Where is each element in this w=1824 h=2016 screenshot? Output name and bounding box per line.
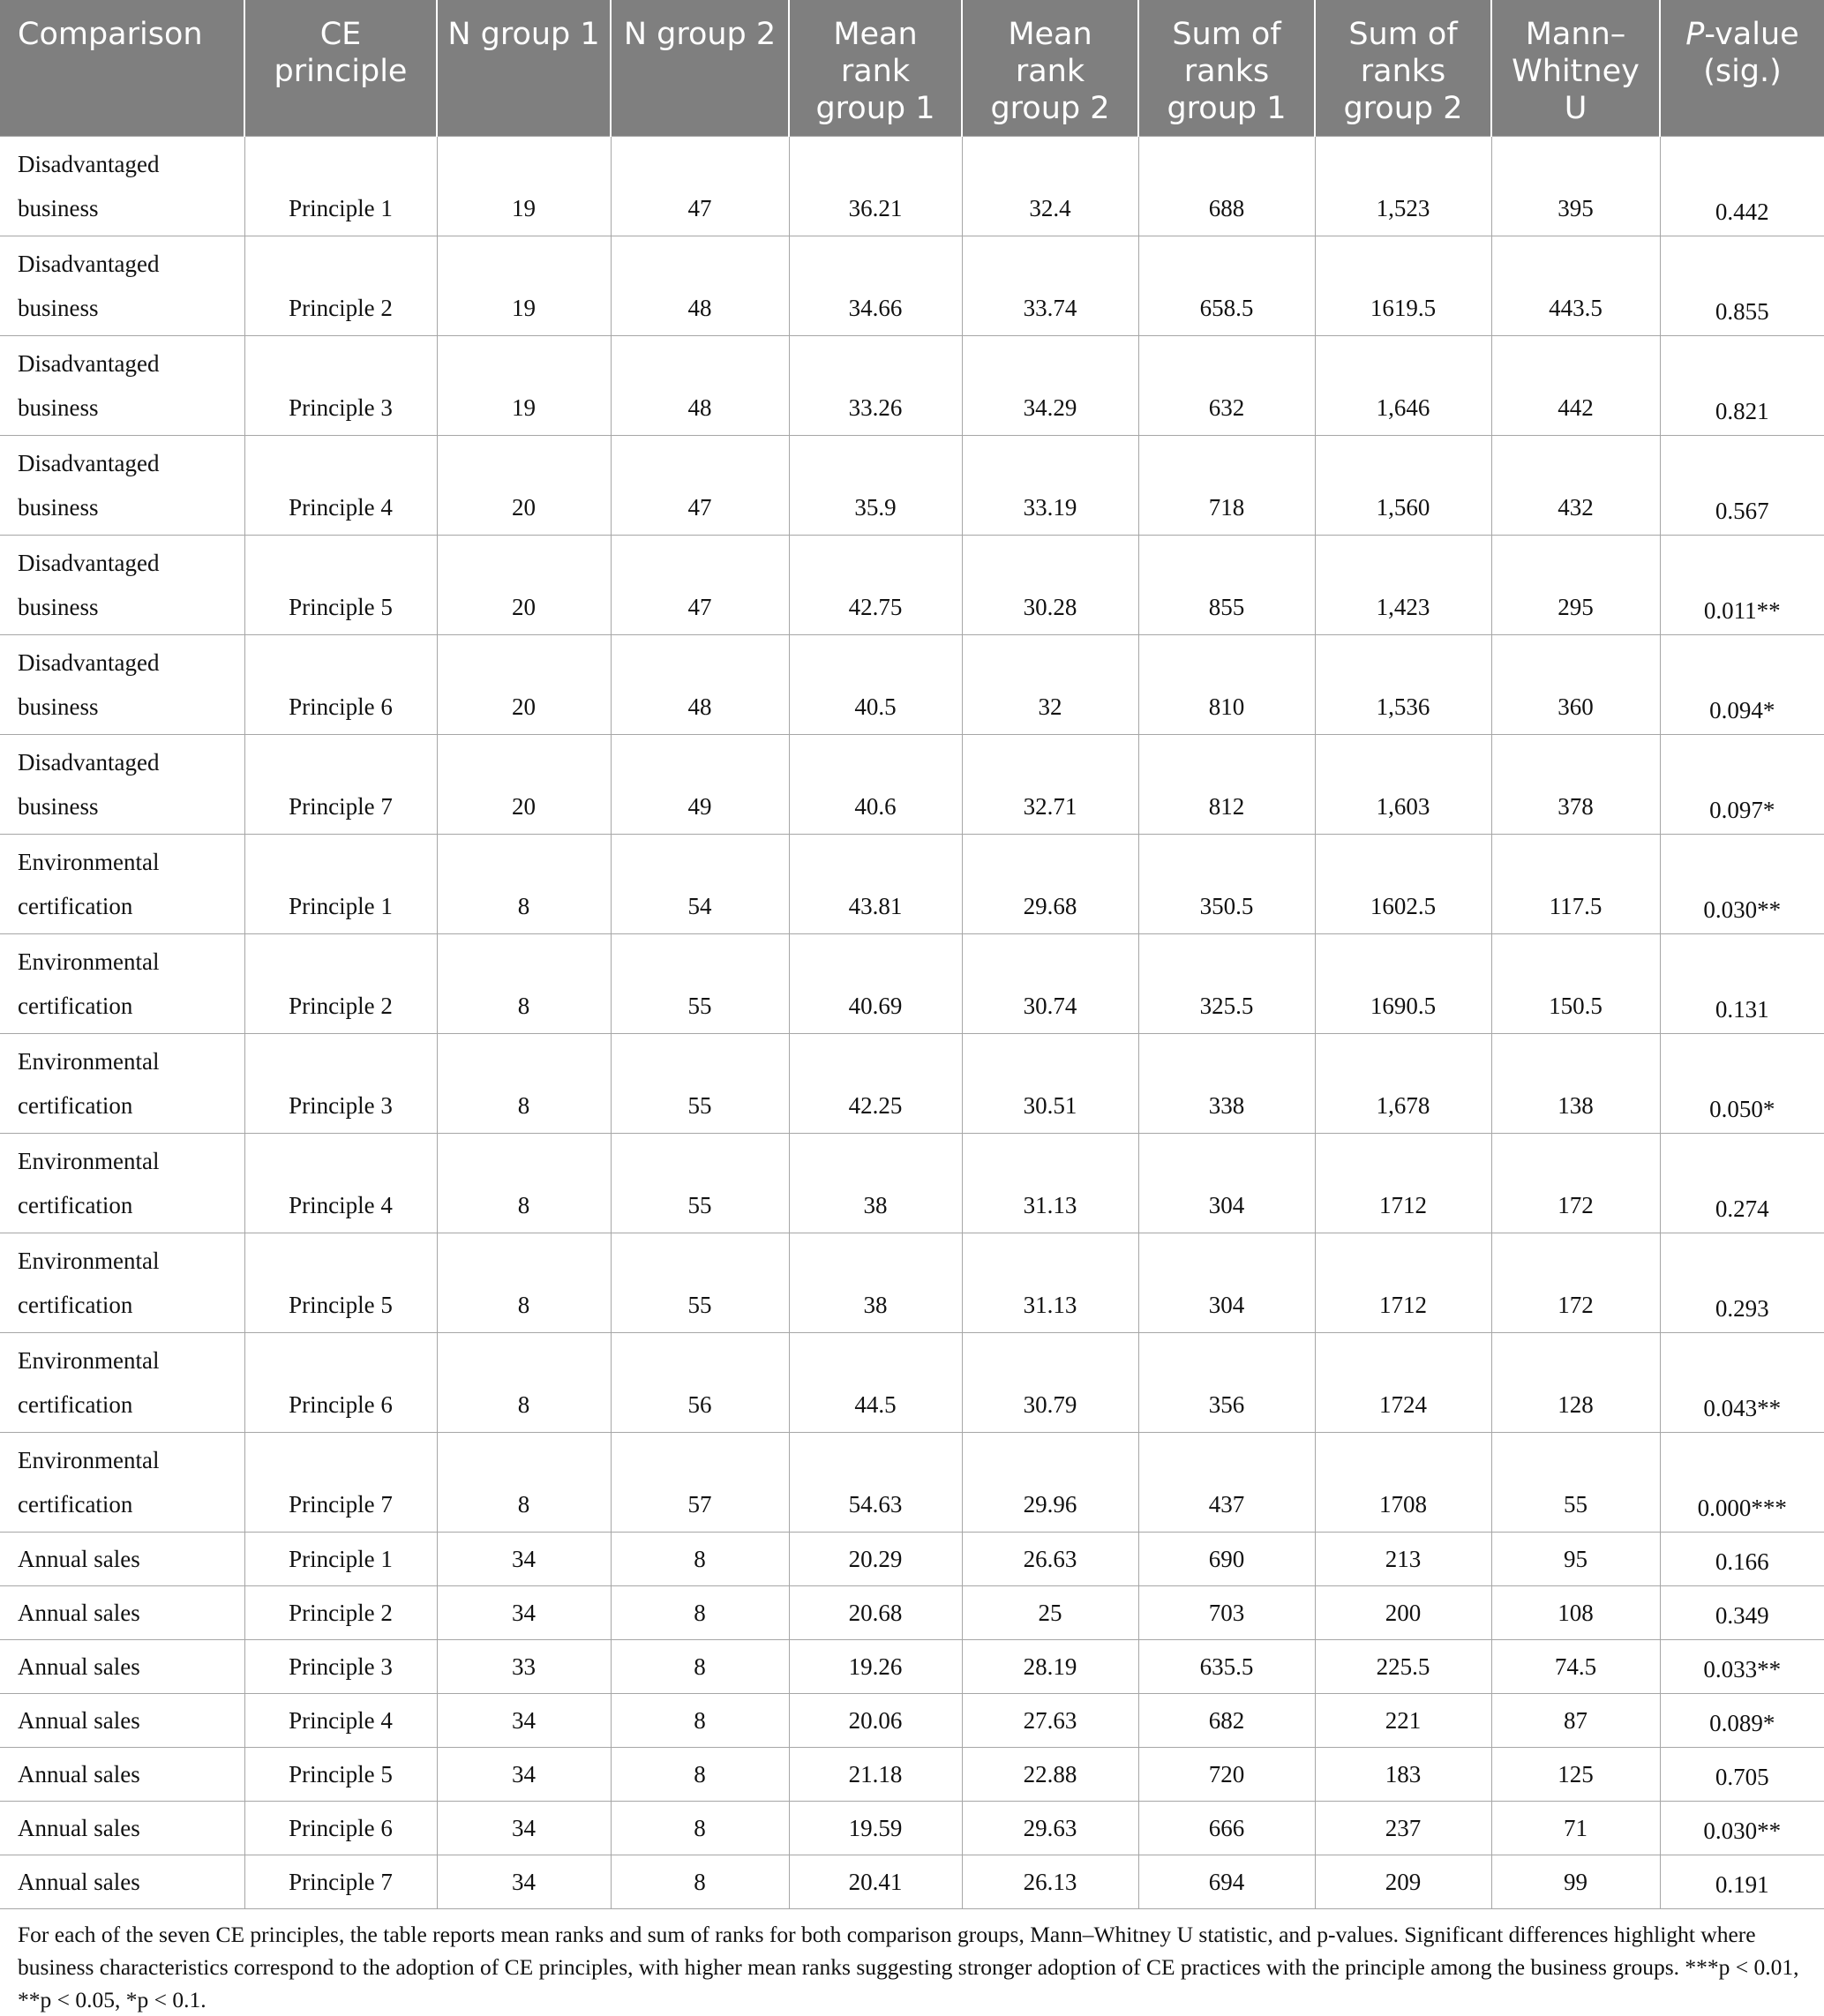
mann-whitney-u-cell: 443.5 [1491,236,1660,336]
n-group-1-cell: 20 [437,436,611,536]
mann-whitney-u-cell: 360 [1491,635,1660,735]
sum-of-ranks-group-2-cell: 1,536 [1315,635,1491,735]
p-value-cell: 0.705 [1660,1748,1824,1802]
p-value-cell: 0.293 [1660,1233,1824,1333]
n-group-1-cell: 19 [437,137,611,236]
p-value-cell: 0.131 [1660,934,1824,1034]
principle-cell: Principle 1 [244,137,437,236]
mann-whitney-u-cell: 128 [1491,1333,1660,1433]
comparison-line: Environmental [18,1148,160,1174]
table-row [0,336,1824,436]
table-row [0,934,1824,1034]
sum-of-ranks-group-1-cell: 720 [1138,1748,1315,1802]
table-row [0,1333,1824,1433]
sum-of-ranks-group-2-cell: 1724 [1315,1333,1491,1433]
header-mann-whitney-u: Mann–Whitney U [1491,0,1660,137]
sum-of-ranks-group-1-cell: 635.5 [1138,1640,1315,1694]
comparison-cell [0,635,244,735]
sum-of-ranks-group-2-cell: 1,603 [1315,735,1491,835]
p-value-cell: 0.043** [1660,1333,1824,1433]
n-group-1-cell: 8 [437,1233,611,1333]
table-row [0,536,1824,635]
n-group-1-cell: 34 [437,1802,611,1855]
comparison-cell: Annual sales [0,1694,244,1748]
mean-rank-group-1-cell: 44.5 [789,1333,962,1433]
p-value-cell: 0.033** [1660,1640,1824,1694]
mean-rank-group-1-cell: 42.75 [789,536,962,635]
table-row [0,436,1824,536]
mean-rank-group-2-cell: 26.63 [962,1533,1138,1586]
n-group-1-cell: 34 [437,1694,611,1748]
table-body [0,137,1824,1909]
sum-of-ranks-group-2-cell: 1708 [1315,1433,1491,1533]
sum-of-ranks-group-1-cell: 810 [1138,635,1315,735]
comparison-line: Disadvantaged [18,251,160,277]
table-footnote: For each of the seven CE principles, the table reports mean ranks and sum of ranks for both comparison groups, Mann–Whitney U statistic, and p-values. Significant differences highlight where business characteristics correspond to the adoption of CE principles, with higher mean ranks suggesting stronger adoption of CE practices with the principle among the business groups. ***p < 0.01, **p < 0.05, *p < 0.1. [18,1922,1799,2012]
n-group-1-cell: 34 [437,1855,611,1909]
principle-cell: Principle 1 [244,835,437,934]
p-value-cell: 0.274 [1660,1134,1824,1233]
principle-cell: Principle 2 [244,934,437,1034]
p-value-cell: 0.030** [1660,1802,1824,1855]
sum-of-ranks-group-1-cell: 632 [1138,336,1315,436]
comparison-line: Environmental [18,948,160,975]
mean-rank-group-2-cell: 30.74 [962,934,1138,1034]
mann-whitney-u-cell: 108 [1491,1586,1660,1640]
comparison-cell: Annual sales [0,1855,244,1909]
mean-rank-group-2-cell: 32 [962,635,1138,735]
sum-of-ranks-group-1-cell: 703 [1138,1586,1315,1640]
principle-cell: Principle 2 [244,236,437,336]
table-row [0,236,1824,336]
table-row [0,835,1824,934]
n-group-2-cell: 8 [611,1802,789,1855]
comparison-cell [0,1433,244,1533]
comparison-cell [0,436,244,536]
comparison-line: certification [18,1192,133,1218]
table-row [0,1233,1824,1333]
comparison-cell [0,236,244,336]
n-group-2-cell: 55 [611,1134,789,1233]
table-row [0,1802,1824,1855]
n-group-1-cell: 19 [437,336,611,436]
mann-whitney-u-cell: 87 [1491,1694,1660,1748]
n-group-2-cell: 48 [611,236,789,336]
n-group-2-cell: 55 [611,1233,789,1333]
comparison-line: Disadvantaged [18,749,160,776]
comparison-cell: Annual sales [0,1533,244,1586]
comparison-line: Environmental [18,1347,160,1374]
n-group-2-cell: 47 [611,436,789,536]
header-n-group-2: N group 2 [611,0,789,137]
mean-rank-group-1-cell: 20.29 [789,1533,962,1586]
mean-rank-group-2-cell: 31.13 [962,1134,1138,1233]
header-p-italic: P [1685,17,1705,52]
mann-whitney-u-cell: 150.5 [1491,934,1660,1034]
mean-rank-group-1-cell: 40.69 [789,934,962,1034]
mean-rank-group-1-cell: 19.26 [789,1640,962,1694]
comparison-line: certification [18,1292,133,1318]
comparison-line: certification [18,1391,133,1418]
mann-whitney-u-cell: 125 [1491,1748,1660,1802]
sum-of-ranks-group-2-cell: 183 [1315,1748,1491,1802]
sum-of-ranks-group-1-cell: 682 [1138,1694,1315,1748]
p-value-cell: 0.011** [1660,536,1824,635]
comparison-line: certification [18,1491,133,1518]
mann-whitney-u-cell: 74.5 [1491,1640,1660,1694]
table-row [0,1586,1824,1640]
p-value-cell: 0.349 [1660,1586,1824,1640]
principle-cell: Principle 3 [244,1034,437,1134]
mann-whitney-u-cell: 432 [1491,436,1660,536]
comparison-line: Disadvantaged [18,649,160,676]
mean-rank-group-1-cell: 36.21 [789,137,962,236]
n-group-1-cell: 33 [437,1640,611,1694]
n-group-2-cell: 55 [611,1034,789,1134]
principle-cell: Principle 7 [244,1855,437,1909]
sum-of-ranks-group-2-cell: 1,523 [1315,137,1491,236]
mean-rank-group-2-cell: 34.29 [962,336,1138,436]
sum-of-ranks-group-2-cell: 1,646 [1315,336,1491,436]
sum-of-ranks-group-2-cell: 1,678 [1315,1034,1491,1134]
comparison-line: certification [18,1092,133,1119]
principle-cell: Principle 4 [244,436,437,536]
sum-of-ranks-group-2-cell: 1712 [1315,1134,1491,1233]
comparison-cell: Annual sales [0,1802,244,1855]
p-value-cell: 0.050* [1660,1034,1824,1134]
p-value-cell: 0.000*** [1660,1433,1824,1533]
sum-of-ranks-group-1-cell: 855 [1138,536,1315,635]
n-group-2-cell: 8 [611,1855,789,1909]
sum-of-ranks-group-1-cell: 690 [1138,1533,1315,1586]
table-row [0,1640,1824,1694]
mean-rank-group-2-cell: 22.88 [962,1748,1138,1802]
sum-of-ranks-group-2-cell: 1712 [1315,1233,1491,1333]
n-group-1-cell: 34 [437,1748,611,1802]
mean-rank-group-1-cell: 20.41 [789,1855,962,1909]
mann-whitney-u-cell: 172 [1491,1233,1660,1333]
mann-whitney-u-cell: 442 [1491,336,1660,436]
n-group-1-cell: 8 [437,934,611,1034]
table-row [0,1034,1824,1134]
header-n-group-1: N group 1 [437,0,611,137]
table-row [0,1433,1824,1533]
n-group-2-cell: 54 [611,835,789,934]
comparison-line: Environmental [18,1248,160,1274]
mann-whitney-u-cell: 55 [1491,1433,1660,1533]
n-group-2-cell: 8 [611,1640,789,1694]
comparison-line: certification [18,893,133,919]
mean-rank-group-1-cell: 35.9 [789,436,962,536]
mean-rank-group-1-cell: 21.18 [789,1748,962,1802]
mean-rank-group-1-cell: 20.68 [789,1586,962,1640]
sum-of-ranks-group-1-cell: 325.5 [1138,934,1315,1034]
mean-rank-group-2-cell: 32.71 [962,735,1138,835]
n-group-2-cell: 8 [611,1748,789,1802]
sum-of-ranks-group-2-cell: 225.5 [1315,1640,1491,1694]
comparison-line: business [18,494,99,521]
principle-cell: Principle 1 [244,1533,437,1586]
table-row [0,635,1824,735]
principle-cell: Principle 3 [244,336,437,436]
comparison-line: business [18,295,99,321]
mean-rank-group-2-cell: 30.51 [962,1034,1138,1134]
comparison-cell [0,1333,244,1433]
p-value-cell: 0.821 [1660,336,1824,436]
mean-rank-group-2-cell: 29.63 [962,1802,1138,1855]
principle-cell: Principle 5 [244,1233,437,1333]
mann-whitney-u-cell: 71 [1491,1802,1660,1855]
comparison-line: Disadvantaged [18,450,160,476]
n-group-2-cell: 8 [611,1586,789,1640]
p-value-cell: 0.855 [1660,236,1824,336]
header-comparison: Comparison [0,0,244,137]
comparison-line: Environmental [18,849,160,875]
comparison-cell [0,336,244,436]
principle-cell: Principle 6 [244,1802,437,1855]
n-group-2-cell: 56 [611,1333,789,1433]
sum-of-ranks-group-1-cell: 688 [1138,137,1315,236]
sum-of-ranks-group-2-cell: 237 [1315,1802,1491,1855]
sum-of-ranks-group-1-cell: 437 [1138,1433,1315,1533]
mean-rank-group-2-cell: 25 [962,1586,1138,1640]
sum-of-ranks-group-2-cell: 1,560 [1315,436,1491,536]
sum-of-ranks-group-2-cell: 1,423 [1315,536,1491,635]
n-group-1-cell: 19 [437,236,611,336]
mean-rank-group-1-cell: 34.66 [789,236,962,336]
sum-of-ranks-group-1-cell: 718 [1138,436,1315,536]
n-group-2-cell: 8 [611,1533,789,1586]
mean-rank-group-2-cell: 31.13 [962,1233,1138,1333]
mann-whitney-u-cell: 95 [1491,1533,1660,1586]
comparison-cell [0,934,244,1034]
mean-rank-group-2-cell: 33.74 [962,236,1138,336]
comparison-cell [0,1134,244,1233]
sum-of-ranks-group-1-cell: 304 [1138,1233,1315,1333]
mean-rank-group-2-cell: 26.13 [962,1855,1138,1909]
n-group-1-cell: 8 [437,1433,611,1533]
n-group-2-cell: 49 [611,735,789,835]
comparison-line: certification [18,993,133,1019]
mann-whitney-u-cell: 138 [1491,1034,1660,1134]
header-row [0,0,1824,137]
mean-rank-group-1-cell: 43.81 [789,835,962,934]
mean-rank-group-2-cell: 28.19 [962,1640,1138,1694]
mean-rank-group-1-cell: 54.63 [789,1433,962,1533]
comparison-cell [0,835,244,934]
principle-cell: Principle 2 [244,1586,437,1640]
n-group-1-cell: 8 [437,835,611,934]
sum-of-ranks-group-1-cell: 694 [1138,1855,1315,1909]
sum-of-ranks-group-1-cell: 338 [1138,1034,1315,1134]
comparison-line: Disadvantaged [18,350,160,377]
sum-of-ranks-group-2-cell: 1690.5 [1315,934,1491,1034]
mann-whitney-u-cell: 378 [1491,735,1660,835]
header-sum-of-ranks-group-2: Sum of ranks group 2 [1315,0,1491,137]
mann-whitney-u-cell: 99 [1491,1855,1660,1909]
sum-of-ranks-group-1-cell: 304 [1138,1134,1315,1233]
p-value-cell: 0.567 [1660,436,1824,536]
n-group-1-cell: 34 [437,1533,611,1586]
p-value-cell: 0.166 [1660,1533,1824,1586]
mean-rank-group-2-cell: 32.4 [962,137,1138,236]
sum-of-ranks-group-2-cell: 200 [1315,1586,1491,1640]
n-group-2-cell: 57 [611,1433,789,1533]
header-p-value [1660,0,1824,137]
sum-of-ranks-group-2-cell: 221 [1315,1694,1491,1748]
sum-of-ranks-group-2-cell: 1602.5 [1315,835,1491,934]
comparison-cell: Annual sales [0,1748,244,1802]
principle-cell: Principle 6 [244,635,437,735]
table-row [0,735,1824,835]
p-value-cell: 0.089* [1660,1694,1824,1748]
table-row [0,1855,1824,1909]
comparison-line: Disadvantaged [18,151,160,177]
sum-of-ranks-group-1-cell: 658.5 [1138,236,1315,336]
comparison-line: business [18,693,99,720]
mann-whitney-u-cell: 395 [1491,137,1660,236]
comparison-cell: Annual sales [0,1586,244,1640]
table-row [0,1694,1824,1748]
mann-whitney-u-cell: 117.5 [1491,835,1660,934]
sum-of-ranks-group-1-cell: 350.5 [1138,835,1315,934]
mean-rank-group-1-cell: 38 [789,1134,962,1233]
p-value-cell: 0.097* [1660,735,1824,835]
n-group-1-cell: 20 [437,635,611,735]
p-value-cell: 0.191 [1660,1855,1824,1909]
sum-of-ranks-group-1-cell: 666 [1138,1802,1315,1855]
comparison-line: Environmental [18,1447,160,1473]
principle-cell: Principle 7 [244,1433,437,1533]
comparison-cell [0,1034,244,1134]
n-group-2-cell: 48 [611,336,789,436]
mean-rank-group-1-cell: 40.6 [789,735,962,835]
principle-cell: Principle 4 [244,1134,437,1233]
mean-rank-group-1-cell: 42.25 [789,1034,962,1134]
comparison-cell: Annual sales [0,1640,244,1694]
comparison-line: business [18,793,99,820]
sum-of-ranks-group-2-cell: 209 [1315,1855,1491,1909]
mean-rank-group-1-cell: 19.59 [789,1802,962,1855]
comparison-line: business [18,195,99,221]
comparison-cell [0,536,244,635]
sum-of-ranks-group-1-cell: 356 [1138,1333,1315,1433]
mean-rank-group-1-cell: 20.06 [789,1694,962,1748]
comparison-line: Disadvantaged [18,550,160,576]
header-sum-of-ranks-group-1: Sum of ranks group 1 [1138,0,1315,137]
n-group-1-cell: 8 [437,1034,611,1134]
header-mean-rank-group-1: Mean rank group 1 [789,0,962,137]
principle-cell: Principle 5 [244,536,437,635]
principle-cell: Principle 7 [244,735,437,835]
header-mean-rank-group-2: Mean rank group 2 [962,0,1138,137]
p-value-cell: 0.094* [1660,635,1824,735]
principle-cell: Principle 6 [244,1333,437,1433]
table-row [0,1134,1824,1233]
mean-rank-group-2-cell: 30.28 [962,536,1138,635]
mean-rank-group-2-cell: 29.68 [962,835,1138,934]
principle-cell: Principle 3 [244,1640,437,1694]
mann-whitney-u-cell: 295 [1491,536,1660,635]
table-row [0,1533,1824,1586]
comparison-line: business [18,394,99,421]
mean-rank-group-1-cell: 38 [789,1233,962,1333]
comparison-line: Environmental [18,1048,160,1075]
p-value-cell: 0.030** [1660,835,1824,934]
mean-rank-group-2-cell: 33.19 [962,436,1138,536]
n-group-2-cell: 8 [611,1694,789,1748]
mean-rank-group-2-cell: 27.63 [962,1694,1138,1748]
n-group-2-cell: 55 [611,934,789,1034]
n-group-1-cell: 8 [437,1134,611,1233]
n-group-1-cell: 8 [437,1333,611,1433]
comparison-line: business [18,594,99,620]
n-group-2-cell: 47 [611,536,789,635]
header-p-rest: -value (sig.) [1703,17,1799,89]
mean-rank-group-2-cell: 29.96 [962,1433,1138,1533]
n-group-2-cell: 47 [611,137,789,236]
table-row [0,1748,1824,1802]
n-group-1-cell: 20 [437,536,611,635]
mean-rank-group-2-cell: 30.79 [962,1333,1138,1433]
p-value-cell: 0.442 [1660,137,1824,236]
table-row [0,137,1824,236]
comparison-cell [0,735,244,835]
comparison-cell [0,1233,244,1333]
sum-of-ranks-group-2-cell: 1619.5 [1315,236,1491,336]
header-ce-principle: CE principle [244,0,437,137]
n-group-1-cell: 20 [437,735,611,835]
comparison-cell [0,137,244,236]
mean-rank-group-1-cell: 40.5 [789,635,962,735]
principle-cell: Principle 5 [244,1748,437,1802]
sum-of-ranks-group-2-cell: 213 [1315,1533,1491,1586]
n-group-1-cell: 34 [437,1586,611,1640]
n-group-2-cell: 48 [611,635,789,735]
sum-of-ranks-group-1-cell: 812 [1138,735,1315,835]
mean-rank-group-1-cell: 33.26 [789,336,962,436]
principle-cell: Principle 4 [244,1694,437,1748]
mann-whitney-u-cell: 172 [1491,1134,1660,1233]
